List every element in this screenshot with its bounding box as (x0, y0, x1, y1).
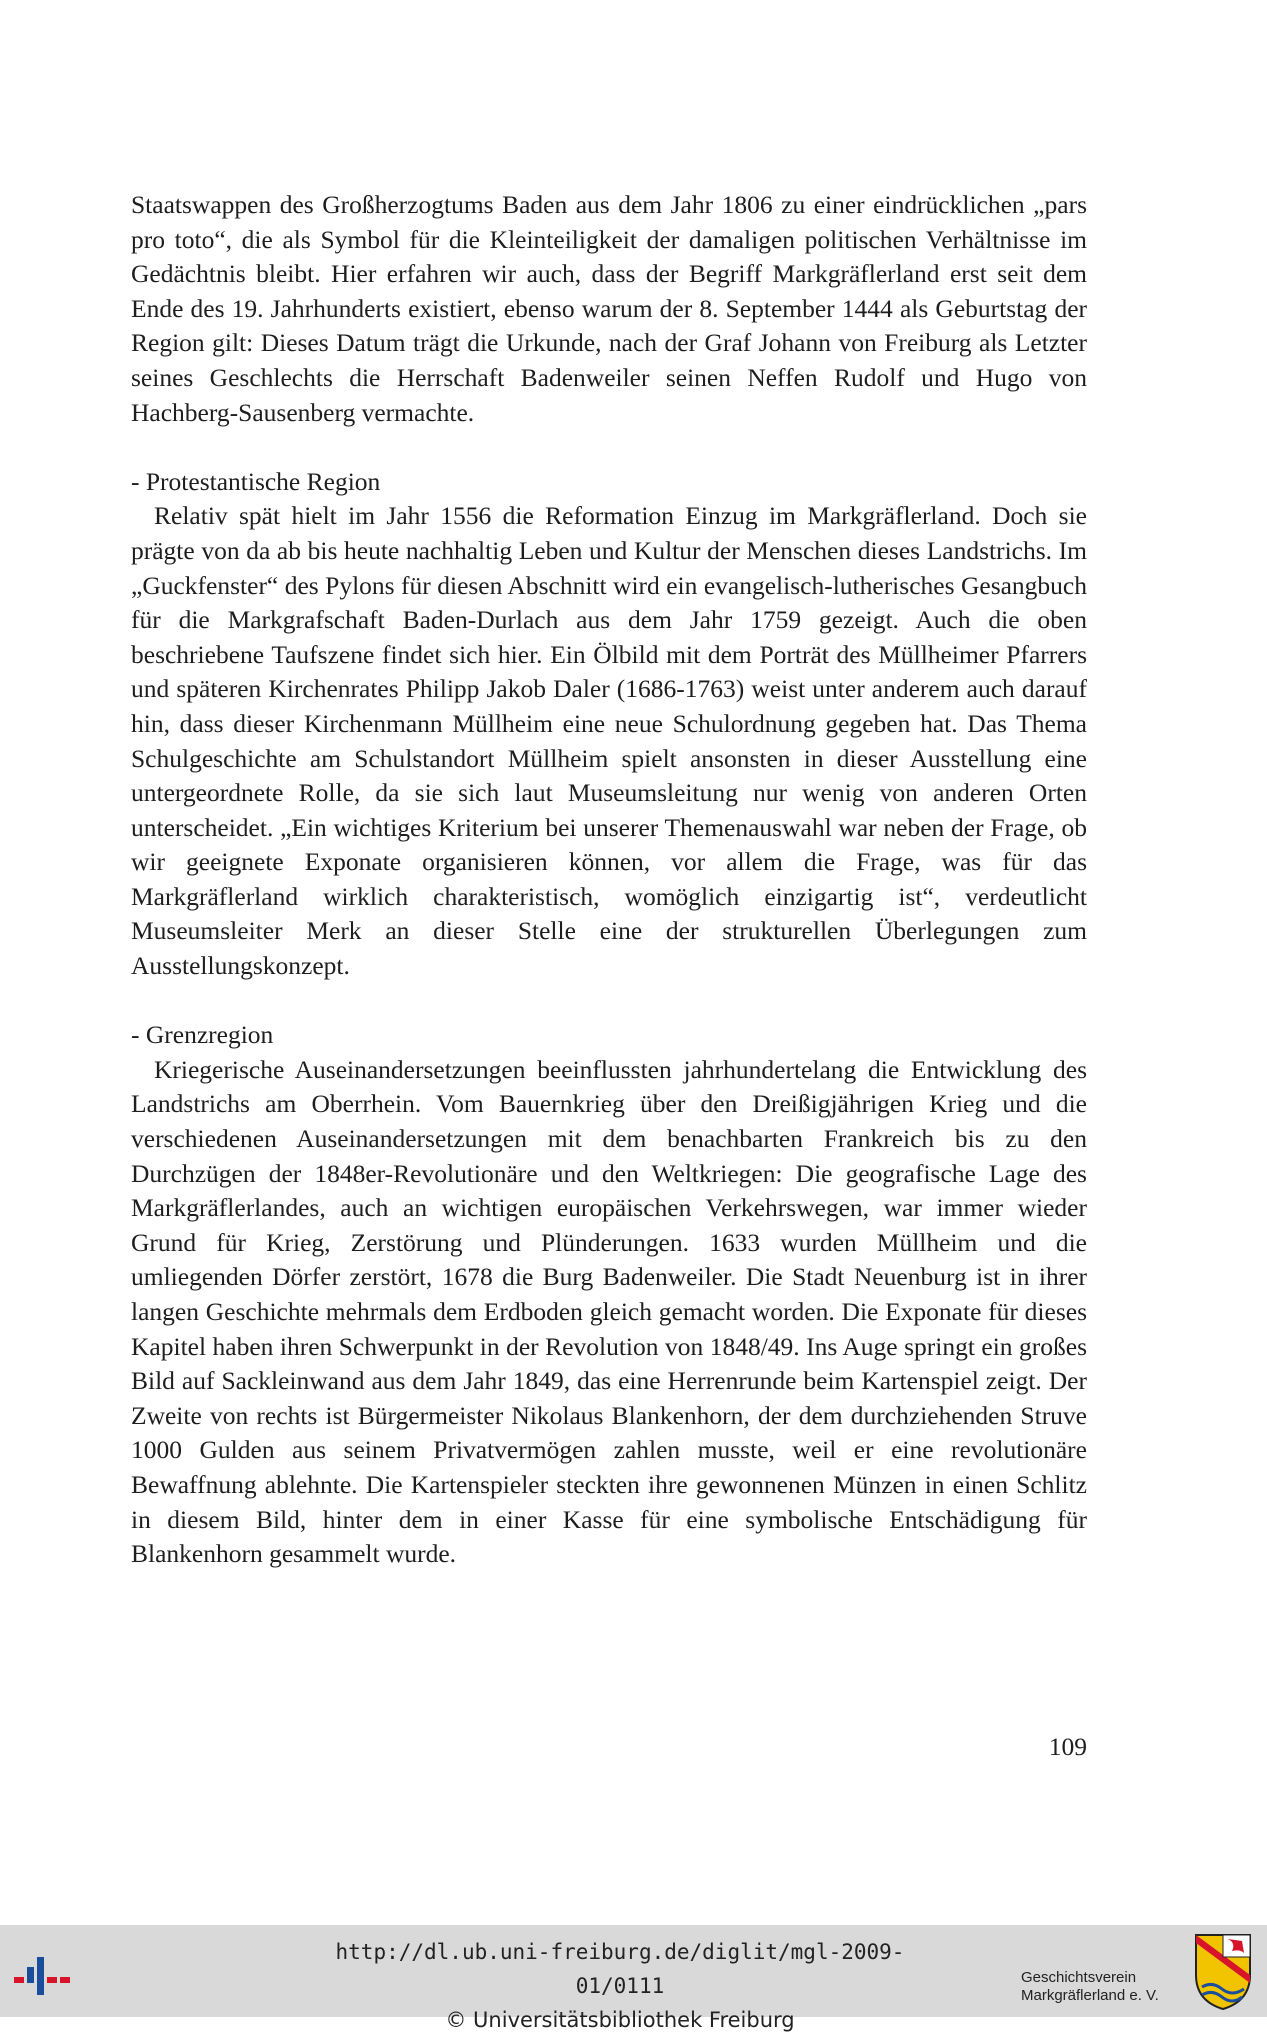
coat-of-arms-icon (1192, 1931, 1254, 2011)
publisher-line-2: Markgräflerland e. V. (1021, 1987, 1159, 2004)
page-number: 109 (1048, 1732, 1087, 1761)
section-body-border: Kriegerische Auseinandersetzungen beeinflussten jahrhundertelang die Entwicklung des Landstrichs am Oberrhein. Vom Bauernkrieg über den Dreißigjährigen Krieg und die verschiedenen Auseinandersetzungen mit dem benachbarten Frankreich bis zu den Durchzügen der 1848er-Revolutionäre und den Weltkriegen: Die geografische Lage des Markgräflerlandes, auch an wichtigen europäischen Verkehrswegen, war immer wieder Grund für Krieg, Zerstörung und Plünderungen. 1633 wurden Müllheim und die umliegenden Dörfer zerstört, 1678 die Burg Badenweiler. Die Stadt Neuenburg ist in ihrer langen Geschichte mehrmals dem Erdboden gleich gemacht worden. Die Exponate für dieses Kapitel haben ihren Schwerpunkt in der Revolution von 1848/49. Ins Auge springt ein großes Bild auf Sackleinwand aus dem Jahr 1849, das eine Herrenrunde beim Kartenspiel zeigt. Der Zweite von rechts ist Bürgermeister Nikolaus Blankenhorn, der dem durchziehenden Struve 1000 Gulden aus seinem Privatvermögen zahlen musste, weil er eine revolutionäre Bewaffnung ablehnte. Die Kartenspieler steckten ihre gewonnenen Münzen in einen Schlitz in diesem Bild, hinter dem in einer Kasse für eine symbolische Entschädigung für Blankenhorn gesammelt wurde. (131, 1054, 1087, 1569)
intro-paragraph: Staatswappen des Großherzogtums Baden aus dem Jahr 1806 zu einer eindrücklichen „pars pro toto“, die als Symbol für die Kleinteiligkeit der damaligen politischen Verhältnisse im Gedächtnis bleibt. Hier erfahren wir auch, dass der Begriff Markgräflerland erst seit dem Ende des 19. Jahrhunderts existiert, ebenso warum der 8. September 1444 als Geburtstag der Region gilt: Dieses Datum trägt die Urkunde, nach der Graf Johann von Freiburg als Letzter seines Geschlechts die Herrschaft Badenweiler seinen Neffen Rudolf und Hugo von Hachberg-Sausenberg vermachte. (131, 190, 1087, 427)
footer-publisher (1021, 1969, 1159, 2005)
section-body-protestant: Relativ spät hielt im Jahr 1556 die Reformation Einzug im Markgräflerland. Doch sie prägte von da ab bis heute nachhaltig Leben und Kultur der Menschen dieses Landstrichs. Im „Guckfenster“ des Pylons für diesen Abschnitt wird ein evangelisch-lutherisches Gesangbuch für die Markgrafschaft Baden-Durlach aus dem Jahr 1759 gezeigt. Auch die oben beschriebene Taufszene findet sich hier. Ein Ölbild mit dem Porträt des Müllheimer Pfarrers und späteren Kirchenrates Philipp Jakob Daler (1686-1763) weist unter anderem auch darauf hin, dass dieser Kirchenmann Müllheim eine neue Schulordnung gegeben hat. Das Thema Schulgeschichte am Schulstandort Müllheim spielt ansonsten in dieser Ausstellung eine untergeordnete Rolle, da sie sich laut Museumsleitung nur wenig von anderen Orten unterscheidet. „Ein wichtiges Kriterium bei unserer Themenauswahl war neben der Frage, ob wir geeignete Exponate organisieren können, vor allem die Frage, was für das Markgräflerland wirklich charakteristisch, womöglich einzigartig ist“, verdeutlicht Museumsleiter Merk an dieser Stelle eine der strukturellen Überlegungen zum Ausstellungskonzept. (131, 501, 1087, 981)
section-heading-protestant: - Protestantische Region (131, 466, 381, 496)
footer-url-link[interactable]: http://dl.ub.uni-freiburg.de/diglit/mgl-2009-01/0111 (335, 1940, 905, 1998)
page-body (131, 188, 1087, 1572)
footer-copyright: © Universitätsbibliothek Freiburg (445, 2008, 795, 2032)
footer-citation (300, 1935, 940, 2037)
footer-bar (0, 1925, 1267, 2032)
section-heading-border: - Grenzregion (131, 1020, 274, 1050)
publisher-line-1: Geschichtsverein (1021, 1969, 1137, 1986)
ub-freiburg-logo-icon[interactable] (14, 1939, 80, 2005)
